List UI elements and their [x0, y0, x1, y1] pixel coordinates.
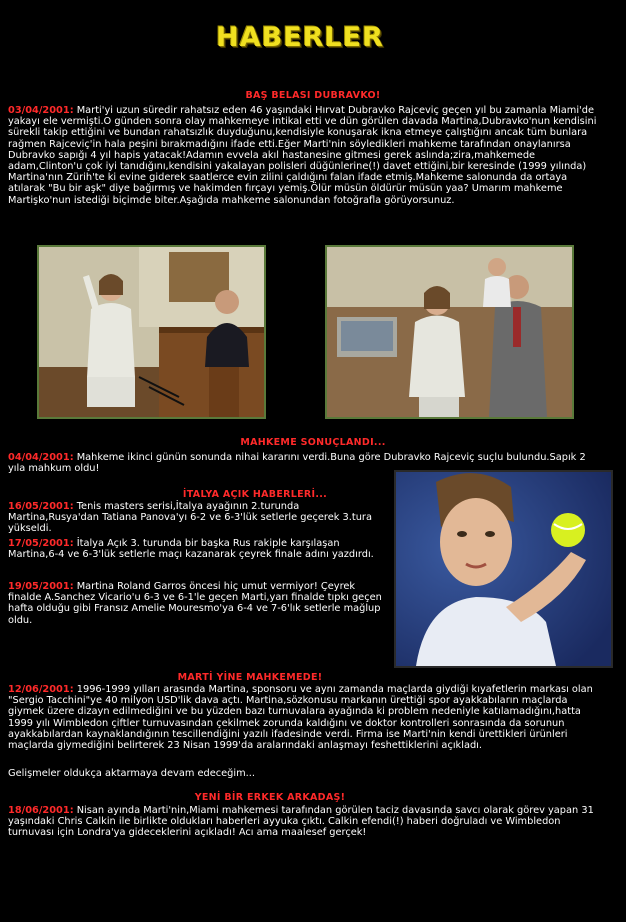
courtroom-walking-image — [327, 247, 572, 417]
article-date: 04/04/2001: — [8, 452, 74, 463]
courtroom-photo-walking — [325, 245, 574, 419]
page-title: HABERLER — [216, 22, 384, 53]
courtroom-photo-oath — [37, 245, 266, 419]
article-italya-3 — [8, 581, 388, 626]
article-dubravko — [8, 105, 598, 206]
section-heading-sonuc: MAHKEME SONUÇLANDI... — [240, 437, 386, 448]
tennis-photo — [394, 470, 613, 668]
article-body: Nisan ayında Marti'nin,Miami mahkemesi tarafından görülen taciz davasında savcı olarak görev yapan 31 yaşındaki Chris Calkin ile birlikte oldukları haberleri ayyuka çıktı. Calkin efendi(!) haberi doğruladı ve Wimbledon turnuvası için Londra'ya gideceklerini açıkladı! Acı ama maalesef gerçek! — [8, 805, 594, 839]
article-italya-1 — [8, 501, 388, 535]
article-mahkemede-note: Gelişmeler oldukça aktarmaya devam edeceğim... — [8, 768, 256, 779]
article-date: 17/05/2001: — [8, 538, 74, 549]
article-mahkemede — [8, 684, 598, 751]
section-heading-mahkemede: MARTİ YİNE MAHKEMEDE! — [177, 672, 323, 683]
article-body: Tenis masters serisi,İtalya ayağının 2.turunda Martina,Rusya'dan Tatiana Panova'yı 6-2 ve 6-3'lük setlerle geçerek 3.tura yükseldi. — [8, 501, 372, 535]
section-heading-dubravko: BAŞ BELASI DUBRAVKO! — [245, 90, 381, 101]
section-heading-erkek: YENİ BİR ERKEK ARKADAŞ! — [194, 792, 346, 803]
article-date: 18/06/2001: — [8, 805, 74, 816]
courtroom-oath-image — [39, 247, 264, 417]
article-body: Marti'yi uzun süredir rahatsız eden 46 yaşındaki Hırvat Dubravko Rajceviç geçen yıl bu zamanla Miami'de yakayı ele vermişti.O günden sonra olay mahkemeye intikal etti ve dün görülen davada Martina,Dubravko'nun kendisini sürekli takip ettiğini ve bundan rahatsızlık duyduğunu,kendisiyle konuşarak ikna etmeye çalıştığını ancak tüm bunlara rağmen Rajceviç'in hala peşini bırakmadığını ifade etti.Eğer Marti'nin söyledikleri mahkeme tarafından onaylanırsa Dubravko sapığı 4 yıl hapis yatacak!Adamın evvela akıl hastanesine gitmesi gerek aslında;zira,mahkemede adam,Clinton'u çok iyi tanıdığını,kendisini yakalayan polisleri düğünlerine(!) davet ettiğini,bir keresinde (1999 yılında) Martina'nın Zürih'te ki evine giderek saatlerce evin zilini çaldığını falan ifade etmiş.Mahkeme salonunda da ortaya atılarak "Bu bir aşk" diye bağırmış ve hakimden fırçayı yemiş.Ölür müsün öldürür müsün yaa? Umarım mahkeme Martişko'nun istediği biçimde biter.Aşağıda mahkeme salonundan fotoğrafla görüyorsunuz. — [8, 105, 597, 206]
article-date: 19/05/2001: — [8, 581, 74, 592]
section-heading-italya: İTALYA AÇIK HABERLERİ... — [182, 489, 328, 500]
article-body: İtalya Açık 3. turunda bir başka Rus rakiple karşılaşan Martina,6-4 ve 6-3'lük setlerle maçı kazanarak çeyrek finale adını yazdırdı. — [8, 538, 374, 561]
article-italya-2 — [8, 538, 388, 560]
article-body: Mahkeme ikinci günün sonunda nihai kararını verdi.Buna göre Dubravko Rajceviç suçlu bulundu.Sapık 2 yıla mahkum oldu! — [8, 452, 586, 475]
article-date: 16/05/2001: — [8, 501, 74, 512]
tennis-player-image — [396, 472, 611, 666]
article-body: Martina Roland Garros öncesi hiç umut vermiyor! Çeyrek finalde A.Sanchez Vicario'u 6-3 ve 6-1'le geçen Marti,yarı finalde tıpkı geçen hafta olduğu gibi Fransız Amelie Mouresmo'ya 6-4 ve 7-6'lık setlerle mağlup oldu. — [8, 581, 382, 626]
article-date: 03/04/2001: — [8, 105, 74, 116]
article-body: 1996-1999 yılları arasında Martina, sponsoru ve aynı zamanda maçlarda giydiği kıyafetlerin markası olan "Sergio Tacchini"ye 40 milyon USD'lik dava açtı. Martina,sözkonusu markanın ürettiği spor ayakkabıların maçlarda giymek üzere dizayn edilmediğini ve bu yüzden bazı turnuvalara ayağında ki problem nedeniyle katılamadığını,hatta 1999 yılı Wimbledon çiftler turnuvasından çekilmek zorunda kaldığını ve doktor kontrolleri sonrasında da sorunun ayakkabılardan kaynaklandığının tescillendiğini yazılı ifadesinde verdi. Firma ise Marti'nin kendi ürettikleri ürünleri maçlarda giymediğini belirterek 23 Nisan 1999'da aralarındaki anlaşmayı feshettiklerini açıkladı. — [8, 684, 593, 752]
article-erkek — [8, 805, 598, 839]
article-date: 12/06/2001: — [8, 684, 74, 695]
